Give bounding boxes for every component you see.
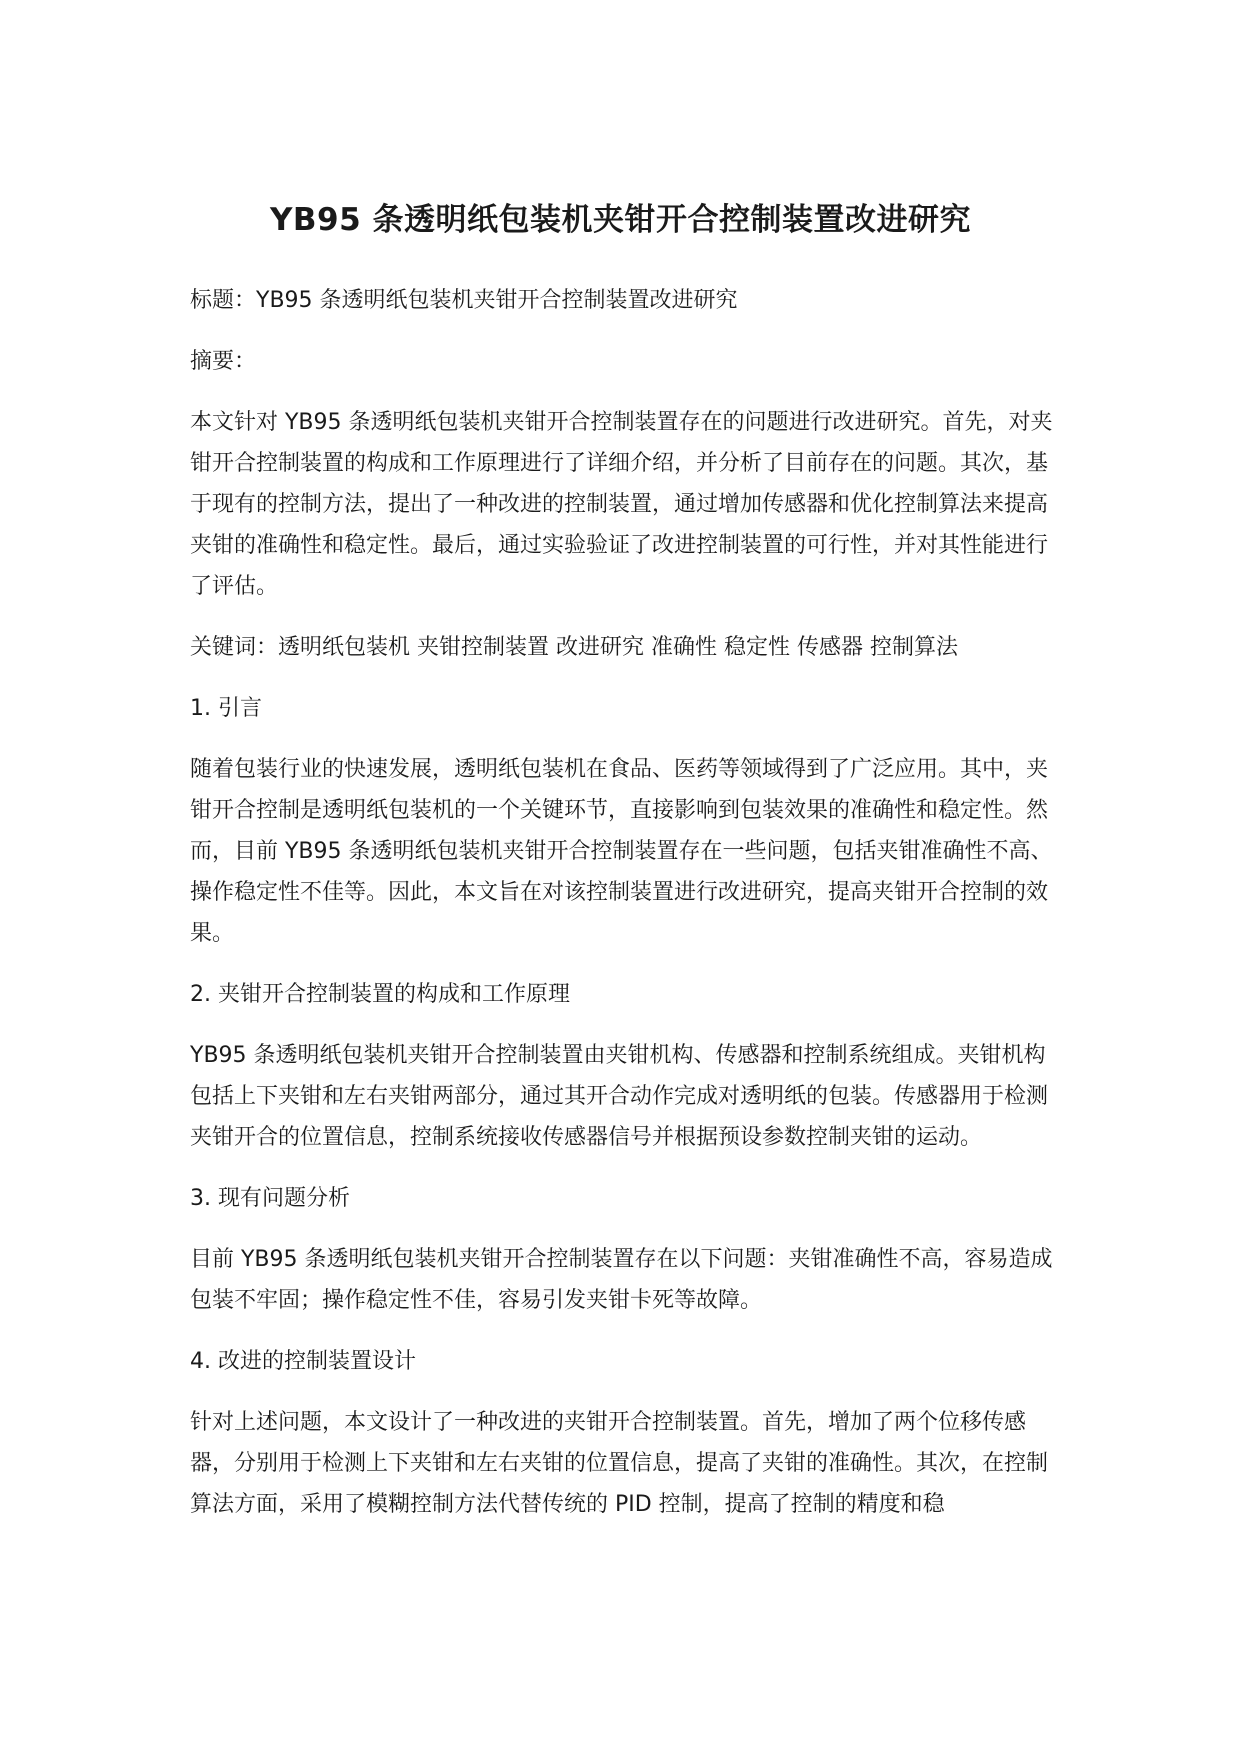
section-paragraph-design: 针对上述问题，本文设计了一种改进的夹钳开合控制装置。首先，增加了两个位移传感器，分别用于检测上下夹钳和左右夹钳的位置信息，提高了夹钳的准确性。其次，在控制算法方面，采用了模糊控制方法代替传统的 PID 控制，提高了控制的精度和稳 [190, 1410, 1049, 1517]
section-heading-problems: 3. 现有问题分析 [190, 1186, 350, 1211]
section-heading-structure: 2. 夹钳开合控制装置的构成和工作原理 [190, 982, 570, 1007]
section-paragraph-structure: YB95 条透明纸包装机夹钳开合控制装置由夹钳机构、传感器和控制系统组成。夹钳机构包括上下夹钳和左右夹钳两部分，通过其开合动作完成对透明纸的包装。传感器用于检测夹钳开合的位置信息，控制系统接收传感器信号并根据预设参数控制夹钳的运动。 [190, 1043, 1049, 1150]
document-body [190, 280, 1060, 1545]
abstract-heading: 摘要： [190, 349, 257, 374]
section-heading-design: 4. 改进的控制装置设计 [190, 1349, 416, 1374]
section-paragraph-problems: 目前 YB95 条透明纸包装机夹钳开合控制装置存在以下问题：夹钳准确性不高，容易造成包装不牢固；操作稳定性不佳，容易引发夹钳卡死等故障。 [190, 1247, 1053, 1313]
abstract-paragraph: 本文针对 YB95 条透明纸包装机夹钳开合控制装置存在的问题进行改进研究。首先，对夹钳开合控制装置的构成和工作原理进行了详细介绍，并分析了目前存在的问题。其次，基于现有的控制方法，提出了一种改进的控制装置，通过增加传感器和优化控制算法来提高夹钳的准确性和稳定性。最后，通过实验验证了改进控制装置的可行性，并对其性能进行了评估。 [190, 410, 1053, 599]
document-title: YB95 条透明纸包装机夹钳开合控制装置改进研究 [269, 201, 971, 238]
title-label-line: 标题：YB95 条透明纸包装机夹钳开合控制装置改进研究 [190, 288, 738, 313]
section-heading-introduction: 1. 引言 [190, 696, 262, 721]
keywords-line: 关键词：透明纸包装机 夹钳控制装置 改进研究 准确性 稳定性 传感器 控制算法 [190, 635, 958, 660]
section-paragraph-introduction: 随着包装行业的快速发展，透明纸包装机在食品、医药等领域得到了广泛应用。其中，夹钳开合控制是透明纸包装机的一个关键环节，直接影响到包装效果的准确性和稳定性。然而，目前 YB95 条透明纸包装机夹钳开合控制装置存在一些问题，包括夹钳准确性不高、操作稳定性不佳等。因此，本文旨在对该控制装置进行改进研究，提高夹钳开合控制的效果。 [190, 757, 1053, 946]
